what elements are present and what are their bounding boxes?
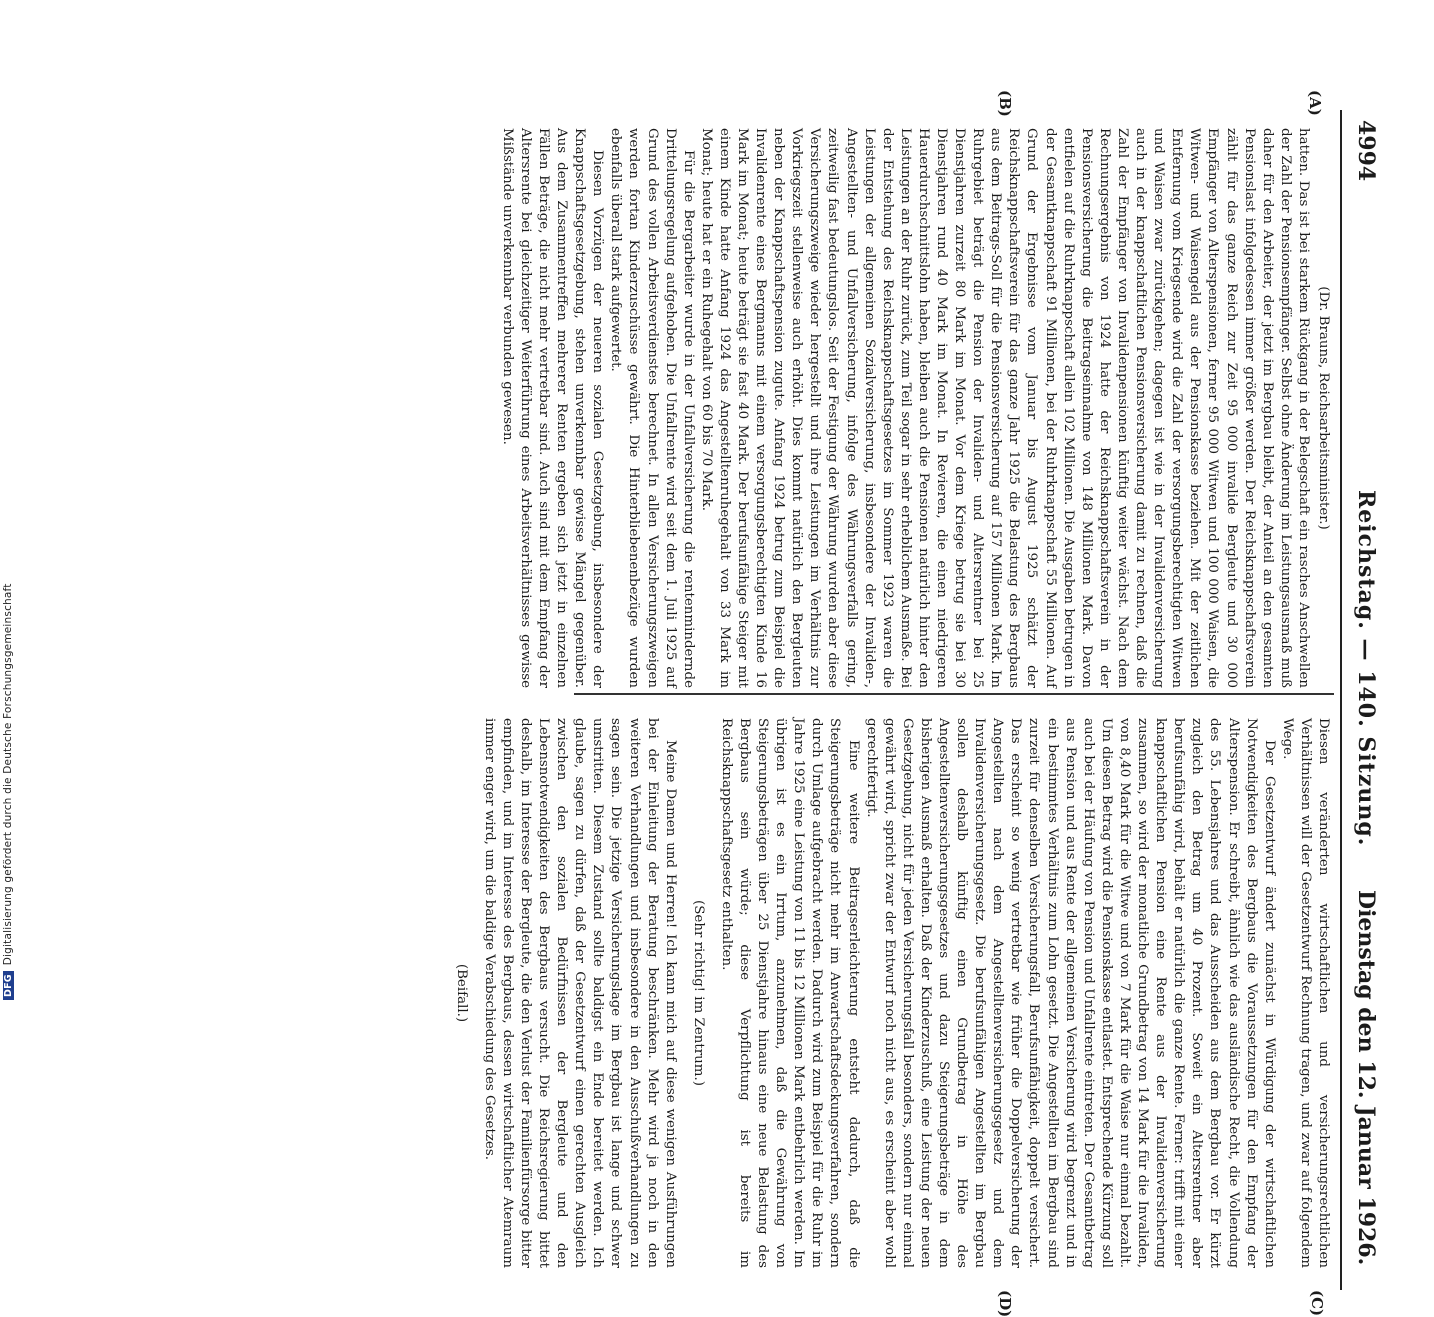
paragraph: Diesen veränderten wirtschaftlichen und versicherungsrechtlichen Verhältnissen will der Gesetzentwurf Rechnung tragen, und zwar auf folgendem Wege. [1279, 718, 1331, 1268]
paragraph: Für die Bergarbeiter wurde in der Unfallversicherung die rentenmindernde Drittelungsregelung aufgehoben. Die Unfallrente wird seit dem 1. Juli 1925 auf Grund des vollen Arbeitsverdienstes berechnet. In allen Versicherungszweigen werden fortan Kinderzuschüsse gewährt. Die Hinterbliebenenbezüge wurden ebenfalls überall stark aufgewertet. [608, 128, 696, 688]
margin-mark-c: (C) [1308, 1290, 1326, 1317]
speaker-line: (Dr. Brauns, Reichsarbeitsminister.) [1316, 286, 1331, 530]
right-column [442, 718, 1332, 1268]
left-column [498, 128, 1332, 688]
watermark-text: Digitalisierung gefördert durch die Deutsche Forschungsgemeinschaft [2, 583, 14, 966]
margin-mark-d: (D) [996, 1290, 1014, 1317]
paragraph: Meine Damen und Herren! Ich kann mich auf diese wenigen Ausführungen bei der Einleitung der Beratung beschränken. Mehr wird ja noch in den weiteren Verhandlungen und insbesondere in den Ausschußverhandlungen zu sagen sein. Die jetzige Versicherungslage im Bergbau ist lange und schwer umstritten. Diesem Zustand sollte baldigst ein Ende bereitet werden. Ich glaube, sagen zu dürfen, daß der Gesetzentwurf einen gerechten Ausgleich zwischen den sozialen Bedürfnissen der Bergleute und den Lebensnotwendigkeiten des Bergbaus versucht. Die Reichsregierung bittet deshalb, im Interesse der Bergleute, die den Verlust der Familienfürsorge bitter empfinden, und im Interesse des Bergbaus, dessen wirtschaftlicher Atemraum immer enger wird, um die baldige Verabschiedung des Gesetzes. [481, 718, 678, 1268]
margin-mark-a: (A) [1306, 90, 1324, 116]
paragraph: Der Gesetzentwurf ändert zunächst in Würdigung der wirtschaftlichen Notwendigkeiten des Bergbaus die Voraussetzungen für den Empfang der Alterspension. Er schreibt, ähnlich wie das ausländische Recht, die Vollendung des 55. Lebensjahres und das Ausscheiden aus dem Bergbau vor. Er kürzt zugleich den Betrag um 40 Prozent. Soweit ein Altersrentner aber berufsunfähig wird, behält er natürlich die ganze Rente. Ferner: trifft mit einer knappschaftlichen Pension eine Rente aus der Invalidenversicherung zusammen, so wird der monatliche Grundbetrag von 14 Mark für die Invaliden, von 8,40 Mark für die Witwe und von 7 Mark für die Waise nur einmal bezahlt. Um diesen Betrag wird die Pensionskasse entlastet. Entsprechende Kürzung soll auch bei der Häufung von Pension und Unfallrente eintreten. Der Gesamtbetrag aus Pension und aus Rente der allgemeinen Versicherung wird begrenzt und in ein bestimmtes Verhältnis zum Lohn gesetzt. Die Angestellten im Bergbau sind zurzeit für denselben Versicherungsfall, Berufsunfähigkeit, doppelt versichert. Das erscheint so wenig vertretbar wie früher die Doppelversicherung der Angestellten nach dem Angestelltenversicherungsgesetz und dem Invalidenversicherungsgesetz. Die berufsunfähigen Angestellten im Bergbau sollen deshalb künftig einen Grundbetrag in Höhe des Angestelltenversicherungsgesetzes und dazu Steigerungsbeträge in dem bisherigen Ausmaß erhalten. Daß der Kinderzuschuß, eine Leistung der neuen Gesetzgebung, nicht für jeden Versicherungsfall besonders, sondern nur einmal gewährt wird, spricht zwar der Entwurf noch nicht aus, es erscheint aber wohl gerechtfertigt. [863, 718, 1277, 1268]
interjection: (Sehr richtig! im Zentrum.) [690, 900, 706, 1086]
paragraph: Eine weitere Beitragserleichterung entsteht dadurch, daß die Steigerungsbeträge nicht mehr im Anwartschaftsdeckungsverfahren, sondern durch Umlage aufgebracht werden. Dadurch wird zum Beispiel für die Ruhr im Jahre 1925 eine Leistung von 11 bis 12 Millionen Mark entbehrlich werden. Im übrigen ist es ein Irrtum, anzunehmen, daß die Gewährung von Steigerungsbeträgen über 25 Dienstjahre hinaus eine neue Belastung des Bergbaus sein würde; diese Verpflichtung ist bereits im Reichsknappschaftsgesetz enthalten. [718, 718, 861, 1268]
column-divider [574, 693, 1334, 695]
session-date: Dienstag den 12. Januar 1926. [1353, 890, 1379, 1266]
paragraph: hatten. Das ist bei starkem Rückgang in der Belegschaft ein rasches Anschwellen der Zahl der Pensionsempfänger. Selbst ohne Änderung im Leistungsausmaß muß daher für den Arbeiter, der jetzt im Bergbau bleibt, der Anteil an den gesamten Pensionslast infolgedessen immer größer werden. Der Reichsknappschaftsverein zählt für das ganze Reich zur Zeit 95 000 invalide Bergleute und 30 000 Empfänger von Alterspensionen, ferner 95 000 Witwen und 100 000 Waisen, die Witwen- und Waisengeld aus der Pensionskasse beziehen. Mit der zeitlichen Entfernung vom Kriegsende wird die Zahl der versorgungsberechtigten Witwen und Waisen zwar zurückgehen; dagegen ist wie in der Invalidenversicherung auch in der knappschaftlichen Pensionsversicherung damit zu rechnen, daß die Zahl der Empfänger von Invalidenpensionen künftig weiter wächst. Nach dem Rechnungsergebnis von 1924 hatte der Reichsknappschaftsverein in der Pensionsversicherung die Beitragseinnahme von 148 Millionen Mark. Davon entfielen auf die Ruhrknappschaft allein 102 Millionen. Die Ausgaben betrugen in der Gesamtknappschaft 91 Millionen, bei der Ruhrknappschaft 55 Millionen. Auf Grund der Ergebnisse vom Januar bis August 1925 schätzt der Reichsknappschaftsverein für das ganze Jahr 1925 die Belastung des Bergbaus aus dem Beitrags-Soll für die Pensionsversicherung auf 157 Millionen Mark. Im Ruhrgebiet beträgt die Pension der Invaliden- und Altersrentner bei 25 Dienstjahren zurzeit 80 Mark im Monat. Vor dem Kriege betrug sie bei 30 Dienstjahren rund 40 Mark im Monat. In Revieren, die einen niedrigeren Hauerdurchschnittslohn haben, bleiben auch die Pensionen natürlich hinter den Leistungen an der Ruhr zurück, zum Teil sogar in sehr erheblichem Ausmaße. Bei der Entstehung des Reichsknappschaftsgesetzes im Sommer 1923 waren die Leistungen der allgemeinen Sozialversicherung, insbesondere der Invaliden-, Angestellten- und Unfallversicherung, infolge des Währungsverfalls gering, zeitweilig fast bedeutungslos. Seit der Festigung der Währung wurden aber diese Versicherungszweige wieder hergestellt und ihre Leistungen im Verhältnis zur Vorkriegszeit stellenweise auch erhöht. Dies kommt natürlich den Bergleuten neben der Knappschaftspension zugute. Anfang 1924 betrug zum Beispiel die Invalidenrente eines Bergmanns mit einem versorgungsberechtigten Kinde 16 Mark im Monat; heute beträgt sie fast 40 Mark. Der berufsunfähige Steiger mit einem Kinde hatte Anfang 1924 das Angestelltenruhegehalt von 33 Mark im Monat; heute hat er ein Ruhegehalt von 60 bis 70 Mark. [698, 128, 1311, 688]
dfg-logo: DFG [3, 971, 14, 1000]
page-number: 4994 [1353, 120, 1379, 182]
page-title: Reichstag. — 140. Sitzung. [1353, 490, 1379, 847]
page-header [1339, 110, 1379, 1310]
paragraph: Diesen Vorzügen der neueren sozialen Gesetzgebung, insbesondere der Knappschaftsgesetzgebung, stehen unverkennbar gewisse Mängel gegenüber. Aus dem Zusammentreffen mehrerer Renten ergeben sich jetzt in einzelnen Fällen Beträge, die nicht mehr vertretbar sind. Auch sind mit dem Empfang der Altersrente bei gleichzeitiger Weiterführung eines Arbeitsverhältnisses gewisse Mißstände unverkennbar verbunden gewesen. [499, 128, 606, 688]
applause-note: (Beifall.) [453, 963, 469, 1023]
margin-mark-b: (B) [996, 90, 1014, 117]
header-rule [1340, 110, 1342, 1290]
digitization-watermark [2, 0, 16, 1000]
